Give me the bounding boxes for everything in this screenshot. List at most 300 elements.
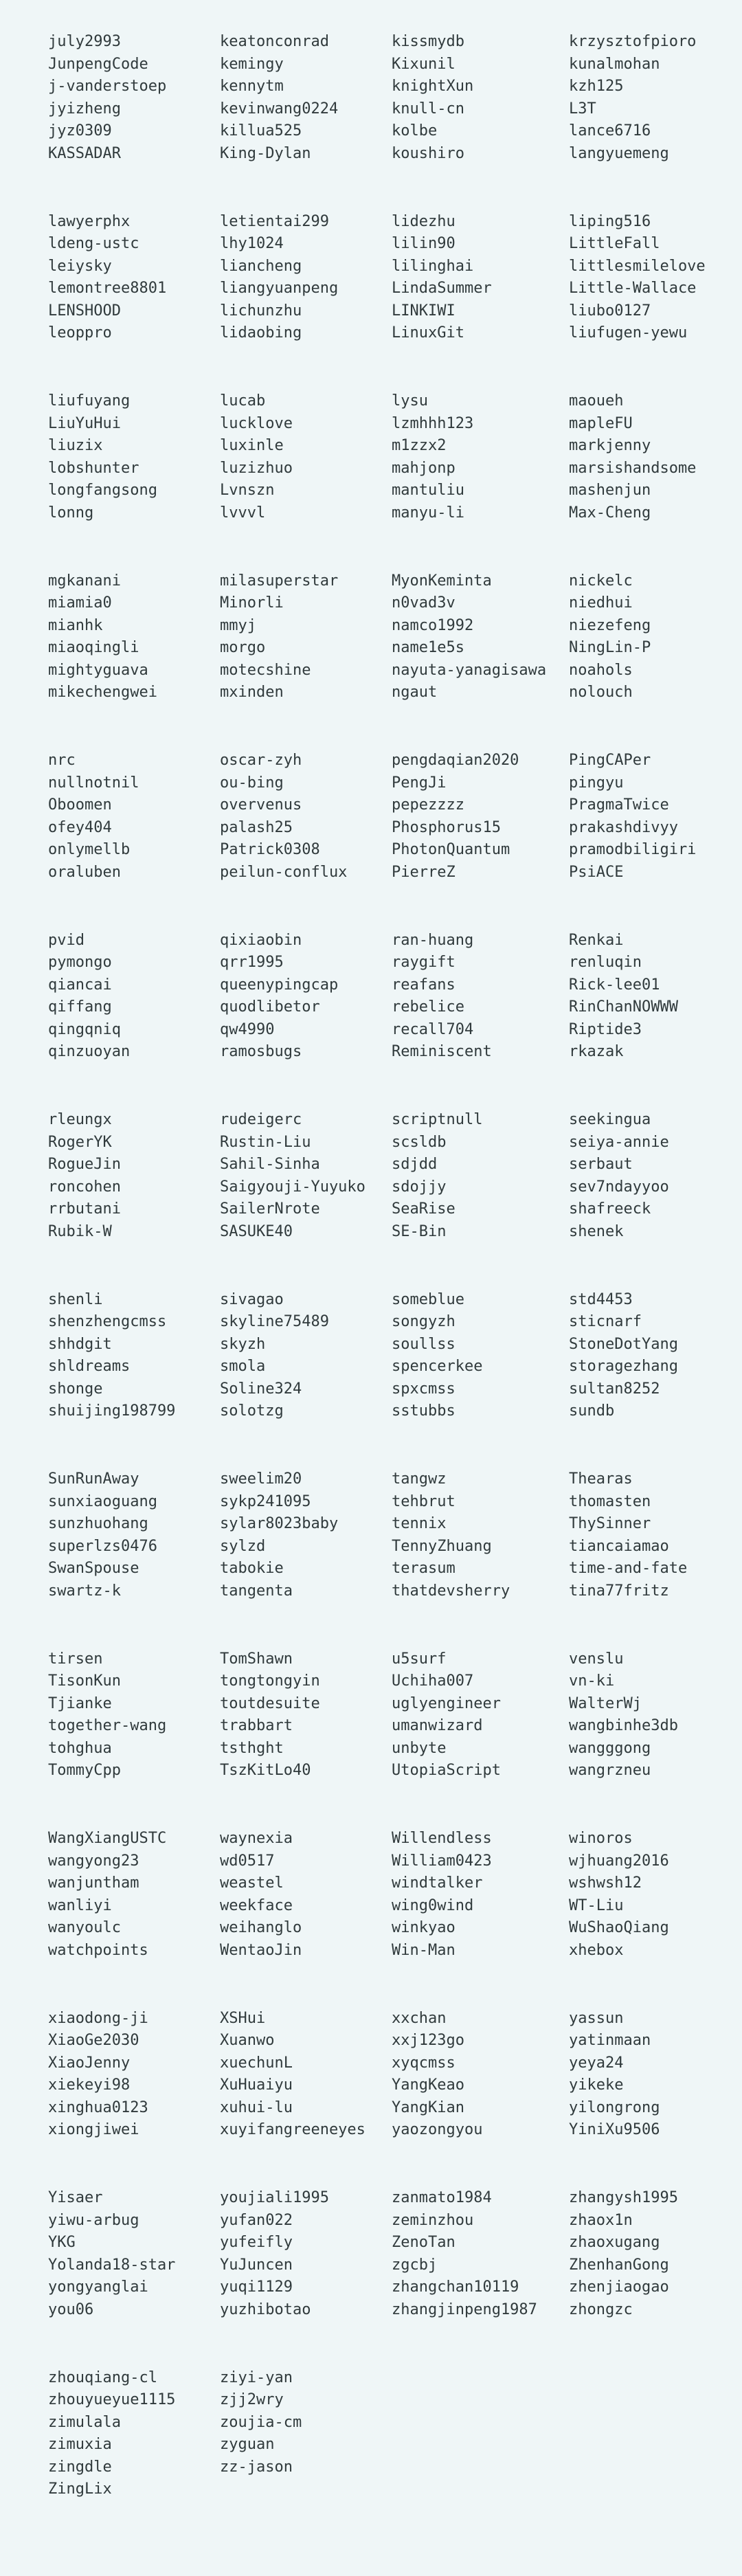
contributor-name: TisonKun — [48, 1672, 121, 1690]
contributor-name: mmyj — [220, 616, 256, 634]
contributor-name: yiwu-arbug — [48, 2211, 139, 2229]
contributor-name: thatdevsherry — [392, 1582, 510, 1600]
contributor-name: yaozongyou — [392, 2121, 483, 2138]
contributor-name: winkyao — [392, 1919, 456, 1936]
contributor-name: milasuperstar — [220, 572, 339, 590]
contributor-name: you06 — [48, 2300, 94, 2318]
contributor-name: liufuyang — [48, 392, 131, 410]
name-row — [48, 1715, 735, 1737]
name-row — [48, 54, 735, 76]
name-row — [48, 2074, 735, 2096]
contributor-name: name1e5s — [392, 639, 464, 656]
name-row — [48, 1872, 735, 1894]
contributor-name: umanwizard — [392, 1717, 483, 1734]
contributor-name: nullnotnil — [48, 774, 139, 792]
contributor-name: Win-Man — [392, 1941, 456, 1959]
contributor-name: zyguan — [220, 2436, 275, 2453]
contributor-name: sstubbs — [392, 1402, 456, 1420]
name-row — [48, 930, 735, 952]
contributor-name: weekface — [220, 1896, 293, 1914]
contributor-name: yongyanglai — [48, 2278, 148, 2296]
contributor-name: yilongrong — [569, 2098, 660, 2116]
name-row — [48, 413, 735, 435]
name-row — [48, 974, 735, 996]
contributor-name: shenek — [569, 1222, 624, 1240]
name-row — [48, 1289, 735, 1311]
name-row — [48, 2456, 735, 2478]
contributor-name: keatonconrad — [220, 33, 329, 50]
contributor-name: sultan8252 — [569, 1380, 660, 1398]
contributor-name: soullss — [392, 1335, 456, 1353]
contributor-name: rrbutani — [48, 1200, 121, 1218]
contributor-name: together-wang — [48, 1717, 167, 1734]
name-row — [48, 1221, 735, 1243]
contributor-name: lucklove — [220, 414, 293, 432]
contributor-name: Renkai — [569, 931, 624, 949]
contributor-name: qinzuoyan — [48, 1043, 131, 1060]
name-row — [48, 1648, 735, 1670]
contributor-name: kevinwang0224 — [220, 100, 339, 117]
contributor-name: LindaSummer — [392, 280, 492, 297]
contributor-name: lhy1024 — [220, 235, 284, 252]
contributor-name: StoneDotYang — [569, 1335, 678, 1353]
contributor-name: Soline324 — [220, 1380, 302, 1398]
contributor-name: William0423 — [392, 1852, 492, 1870]
name-row — [48, 31, 735, 53]
contributor-name: wanjuntham — [48, 1874, 139, 1892]
contributor-name: toutdesuite — [220, 1694, 320, 1712]
name-row — [48, 1917, 735, 1939]
contributor-name: Max-Cheng — [569, 504, 651, 522]
name-row — [48, 1670, 735, 1692]
name-row — [48, 1760, 735, 1782]
contributor-name: spencerkee — [392, 1358, 483, 1375]
contributor-name: LiuYuHui — [48, 414, 121, 432]
contributor-name: windtalker — [392, 1874, 483, 1892]
contributor-name: wjhuang2016 — [569, 1852, 669, 1870]
contributor-name: kissmydb — [392, 33, 464, 50]
contributor-name: TomShawn — [220, 1650, 293, 1668]
contributor-name: palash25 — [220, 818, 293, 836]
contributor-name: jyz0309 — [48, 122, 112, 139]
contributor-name: sweelim20 — [220, 1470, 302, 1488]
contributor-name: pepezzzz — [392, 796, 464, 814]
contributor-name: m1zzx2 — [392, 437, 447, 454]
contributor-name: wangggong — [569, 1739, 651, 1757]
contributor-name: yatinmaan — [569, 2032, 651, 2049]
contributor-name: pramodbiligiri — [569, 841, 697, 858]
name-row — [48, 1109, 735, 1131]
name-group — [48, 390, 735, 528]
contributor-name: n0vad3v — [392, 594, 456, 612]
contributor-name: wing0wind — [392, 1896, 474, 1914]
contributor-name: Yisaer — [48, 2189, 103, 2206]
contributor-name: lidaobing — [220, 324, 302, 341]
contributor-name: RogerYK — [48, 1133, 112, 1151]
contributor-name: Saigyouji-Yuyuko — [220, 1178, 366, 1196]
contributor-name: Kixunil — [392, 55, 456, 73]
contributor-name: xxchan — [392, 2009, 447, 2027]
contributor-name: zhongzc — [569, 2300, 633, 2318]
contributor-name: Yolanda18-star — [48, 2256, 176, 2274]
contributor-name: xiekeyi98 — [48, 2076, 131, 2094]
contributor-name: xyqcmss — [392, 2054, 456, 2072]
contributor-name: YuJuncen — [220, 2256, 293, 2274]
contributor-name: nayuta-yanagisawa — [392, 661, 547, 679]
contributor-name: tina77fritz — [569, 1582, 669, 1600]
contributor-name: shenzhengcmss — [48, 1313, 167, 1330]
contributor-name: KASSADAR — [48, 144, 121, 162]
contributor-name: yassun — [569, 2009, 624, 2027]
name-row — [48, 2412, 735, 2434]
contributor-name: mahjonp — [392, 459, 456, 477]
contributor-name: WuShaoQiang — [569, 1919, 669, 1936]
contributor-name: reafans — [392, 976, 456, 994]
contributor-name: j-vanderstoep — [48, 78, 167, 95]
contributor-name: markjenny — [569, 437, 651, 454]
contributor-name: XSHui — [220, 2009, 266, 2027]
contributor-name: SeaRise — [392, 1200, 456, 1218]
contributor-name: tangwz — [392, 1470, 447, 1488]
name-row — [48, 2097, 735, 2119]
contributor-name: lucab — [220, 392, 266, 410]
contributor-name: zz-jason — [220, 2458, 293, 2476]
contributor-name: tiancaiamao — [569, 1537, 669, 1555]
contributor-name: zimulala — [48, 2413, 121, 2431]
contributor-name: mashenjun — [569, 482, 651, 499]
contributor-name: zhangchan10119 — [392, 2278, 519, 2296]
contributor-name: xhebox — [569, 1941, 624, 1959]
contributor-name: sivagao — [220, 1290, 284, 1308]
contributor-name: waynexia — [220, 1830, 293, 1847]
name-row — [48, 1198, 735, 1220]
name-row — [48, 2478, 735, 2500]
contributor-name: PengJi — [392, 774, 447, 792]
name-group — [48, 211, 735, 348]
contributor-name: maoueh — [569, 392, 624, 410]
contributor-name: PragmaTwice — [569, 796, 669, 814]
contributor-name: killua525 — [220, 122, 302, 139]
name-group — [48, 1289, 735, 1426]
name-row — [48, 1356, 735, 1378]
name-row — [48, 1334, 735, 1356]
contributor-name: YangKeao — [392, 2076, 464, 2094]
contributor-name: XiaoJenny — [48, 2054, 131, 2072]
contributor-name: XuHuaiyu — [220, 2076, 293, 2094]
contributor-name: xxj123go — [392, 2032, 464, 2049]
contributor-name: mxinden — [220, 684, 284, 701]
contributor-name: pymongo — [48, 954, 112, 971]
contributor-name: Little-Wallace — [569, 280, 697, 297]
name-row — [48, 120, 735, 142]
contributor-name: roncohen — [48, 1178, 121, 1196]
contributor-name: prakashdivyy — [569, 818, 678, 836]
name-row — [48, 480, 735, 502]
contributor-name: liuzix — [48, 437, 103, 454]
contributor-name: marsishandsome — [569, 459, 697, 477]
contributor-name: ngaut — [392, 684, 438, 701]
contributor-name: qingqniq — [48, 1020, 121, 1038]
name-row — [48, 637, 735, 659]
contributor-name: ZenoTan — [392, 2234, 456, 2251]
contributor-name: oscar-zyh — [220, 752, 302, 769]
contributor-name: peilun-conflux — [220, 863, 348, 881]
contributor-name: PhotonQuantum — [392, 841, 510, 858]
contributor-name: lawyerphx — [48, 212, 131, 230]
contributor-name: Sahil-Sinha — [220, 1156, 320, 1173]
contributor-name: lonng — [48, 504, 94, 522]
contributor-name: mightyguava — [48, 661, 148, 679]
contributor-name: qiffang — [48, 998, 112, 1016]
name-row — [48, 322, 735, 344]
contributor-name: Thearas — [569, 1470, 633, 1488]
name-row — [48, 839, 735, 861]
contributor-name: raygift — [392, 954, 456, 971]
name-row — [48, 1513, 735, 1535]
contributor-name: zhouyueyue1115 — [48, 2391, 176, 2408]
contributor-name: venslu — [569, 1650, 624, 1668]
contributor-name: YangKian — [392, 2098, 464, 2116]
name-row — [48, 98, 735, 120]
name-group — [48, 570, 735, 708]
contributor-name: liangyuanpeng — [220, 280, 339, 297]
contributor-name: watchpoints — [48, 1941, 148, 1959]
contributor-name: TommyCpp — [48, 1762, 121, 1779]
contributor-name: lilinghai — [392, 257, 474, 275]
contributor-name: Oboomen — [48, 796, 112, 814]
name-row — [48, 682, 735, 704]
name-row — [48, 2254, 735, 2276]
contributor-name: yuqi1129 — [220, 2278, 293, 2296]
contributor-name: vn-ki — [569, 1672, 615, 1690]
contributor-name: LinuxGit — [392, 324, 464, 341]
contributor-name: Tjianke — [48, 1694, 112, 1712]
name-row — [48, 2008, 735, 2030]
contributor-name: LINKIWI — [392, 302, 456, 320]
contributor-name: thomasten — [569, 1492, 651, 1510]
contributor-name: zhangysh1995 — [569, 2189, 678, 2206]
contributor-name: kennytm — [220, 78, 284, 95]
contributor-name: weastel — [220, 1874, 284, 1892]
contributor-name: weihanglo — [220, 1919, 302, 1936]
contributor-name: kolbe — [392, 122, 438, 139]
contributor-name: kemingy — [220, 55, 284, 73]
name-row — [48, 502, 735, 524]
contributor-name: SwanSpouse — [48, 1560, 139, 1577]
contributor-name: lobshunter — [48, 459, 139, 477]
contributor-name: shafreeck — [569, 1200, 651, 1218]
name-row — [48, 2232, 735, 2254]
contributor-name: TennyZhuang — [392, 1537, 492, 1555]
contributor-name: longfangsong — [48, 482, 157, 499]
contributor-name: songyzh — [392, 1313, 456, 1330]
contributor-name: qixiaobin — [220, 931, 302, 949]
contributor-name: liubo0127 — [569, 302, 651, 320]
contributor-name: sdojjy — [392, 1178, 447, 1196]
name-row — [48, 2434, 735, 2456]
contributor-name: pengdaqian2020 — [392, 752, 519, 769]
name-row — [48, 1491, 735, 1513]
contributor-name: lance6716 — [569, 122, 651, 139]
contributor-name: PsiACE — [569, 863, 624, 881]
contributor-name: shldreams — [48, 1358, 131, 1375]
contributor-name: xiongjiwei — [48, 2121, 139, 2138]
contributor-name: skyline75489 — [220, 1313, 329, 1330]
name-row — [48, 952, 735, 974]
contributor-name: xuhui-lu — [220, 2098, 293, 2116]
contributor-name: TszKitLo40 — [220, 1762, 311, 1779]
contributor-name: renluqin — [569, 954, 642, 971]
contributor-name: SunRunAway — [48, 1470, 139, 1488]
contributor-name: zoujia-cm — [220, 2413, 302, 2431]
name-row — [48, 1558, 735, 1580]
contributor-name: uglyengineer — [392, 1694, 501, 1712]
name-row — [48, 2030, 735, 2052]
contributor-name: koushiro — [392, 144, 464, 162]
name-row — [48, 1311, 735, 1333]
contributor-name: sdjdd — [392, 1156, 438, 1173]
contributor-name: sticnarf — [569, 1313, 642, 1330]
contributor-name: letientai299 — [220, 212, 329, 230]
name-row — [48, 1019, 735, 1041]
contributor-name: recall704 — [392, 1020, 474, 1038]
contributor-name: shenli — [48, 1290, 103, 1308]
contributor-name: RogueJin — [48, 1156, 121, 1173]
contributor-name: ou-bing — [220, 774, 284, 792]
contributor-name: wanyoulc — [48, 1919, 121, 1936]
contributor-name: luzizhuo — [220, 459, 293, 477]
contributor-name: liancheng — [220, 257, 302, 275]
contributor-name: skyzh — [220, 1335, 266, 1353]
contributor-name: xinghua0123 — [48, 2098, 148, 2116]
contributor-name: zingdle — [48, 2458, 112, 2476]
contributor-name: zeminzhou — [392, 2211, 474, 2229]
contributor-name: Rick-lee01 — [569, 976, 660, 994]
name-group — [48, 2008, 735, 2145]
name-row — [48, 1176, 735, 1198]
contributor-name: luxinle — [220, 437, 284, 454]
contributor-name: onlymellb — [48, 841, 131, 858]
name-row — [48, 2187, 735, 2209]
contributor-name: wshwsh12 — [569, 1874, 642, 1892]
contributor-name: scsldb — [392, 1133, 447, 1151]
name-group — [48, 1468, 735, 1606]
name-row — [48, 772, 735, 794]
contributor-name: qw4990 — [220, 1020, 275, 1038]
contributor-name: Uchiha007 — [392, 1672, 474, 1690]
contributor-name: YiniXu9506 — [569, 2121, 660, 2138]
contributor-name: motecshine — [220, 661, 311, 679]
contributor-name: pvid — [48, 931, 85, 949]
contributor-name: WentaoJin — [220, 1941, 302, 1959]
contributor-name: Reminiscent — [392, 1043, 492, 1060]
contributor-name: Riptide3 — [569, 1020, 642, 1038]
contributor-name: tangenta — [220, 1582, 293, 1600]
contributor-name: RinChanNOWWW — [569, 998, 678, 1016]
name-row — [48, 278, 735, 300]
contributor-name: WT-Liu — [569, 1896, 624, 1914]
contributor-name: LENSHOOD — [48, 302, 121, 320]
contributor-name: niedhui — [569, 594, 633, 612]
name-group — [48, 2187, 735, 2325]
contributor-name: ZingLix — [48, 2480, 112, 2498]
contributor-name: MyonKeminta — [392, 572, 492, 590]
name-row — [48, 1895, 735, 1917]
contributor-name: lichunzhu — [220, 302, 302, 320]
contributor-name: ThySinner — [569, 1515, 651, 1532]
name-row — [48, 2052, 735, 2074]
contributor-name: zhangjinpeng1987 — [392, 2300, 537, 2318]
contributor-name: xuyifangreeneyes — [220, 2121, 366, 2138]
contributor-name: krzysztofpioro — [569, 33, 697, 50]
contributor-name: someblue — [392, 1290, 464, 1308]
contributor-name: youjiali1995 — [220, 2189, 329, 2206]
contributor-name: WangXiangUSTC — [48, 1830, 167, 1847]
contributor-name: time-and-fate — [569, 1560, 688, 1577]
contributor-name: superlzs0476 — [48, 1537, 157, 1555]
contributor-name: storagezhang — [569, 1358, 678, 1375]
contributor-name: manyu-li — [392, 504, 464, 522]
contributor-name: zhouqiang-cl — [48, 2368, 157, 2386]
contributor-name: SailerNrote — [220, 1200, 320, 1218]
contributor-name: sundb — [569, 1402, 615, 1420]
contributor-name: tennix — [392, 1515, 447, 1532]
contributor-name: mgkanani — [48, 572, 121, 590]
name-group — [48, 1648, 735, 1786]
contributor-name: noahols — [569, 661, 633, 679]
contributor-name: kunalmohan — [569, 55, 660, 73]
contributor-name: zhaox1n — [569, 2211, 633, 2229]
name-row — [48, 2389, 735, 2411]
name-row — [48, 2367, 735, 2389]
name-group — [48, 2367, 735, 2505]
contributor-name: lemontree8801 — [48, 280, 167, 297]
contributor-name: queenypingcap — [220, 976, 339, 994]
contributor-name: knightXun — [392, 78, 474, 95]
contributor-name: unbyte — [392, 1739, 447, 1757]
contributor-name: qiancai — [48, 976, 112, 994]
contributor-name: tehbrut — [392, 1492, 456, 1510]
contributor-name: zimuxia — [48, 2436, 112, 2453]
contributor-name: XiaoGe2030 — [48, 2032, 139, 2049]
contributor-name: overvenus — [220, 796, 302, 814]
contributor-name: yeya24 — [569, 2054, 624, 2072]
contributor-name: mantuliu — [392, 482, 464, 499]
name-row — [48, 256, 735, 278]
name-row — [48, 1154, 735, 1176]
contributor-name: miaoqingli — [48, 639, 139, 656]
contributor-name: langyuemeng — [569, 144, 669, 162]
contributor-name: ran-huang — [392, 931, 474, 949]
name-row — [48, 1580, 735, 1602]
contributor-name: seiya-annie — [569, 1133, 669, 1151]
name-row — [48, 1468, 735, 1490]
contributor-name: SASUKE40 — [220, 1222, 293, 1240]
contributor-name: ofey404 — [48, 818, 112, 836]
contributor-name: rebelice — [392, 998, 464, 1016]
contributor-name: L3T — [569, 100, 596, 117]
contributor-name: qrr1995 — [220, 954, 284, 971]
contributor-name: tohghua — [48, 1739, 112, 1757]
name-group — [48, 1109, 735, 1246]
name-row — [48, 1738, 735, 1760]
name-row — [48, 435, 735, 457]
contributor-name: WalterWj — [569, 1694, 642, 1712]
contributor-name: PingCAPer — [569, 752, 651, 769]
name-row — [48, 1132, 735, 1154]
contributor-name: lidezhu — [392, 212, 456, 230]
name-row — [48, 1041, 735, 1063]
